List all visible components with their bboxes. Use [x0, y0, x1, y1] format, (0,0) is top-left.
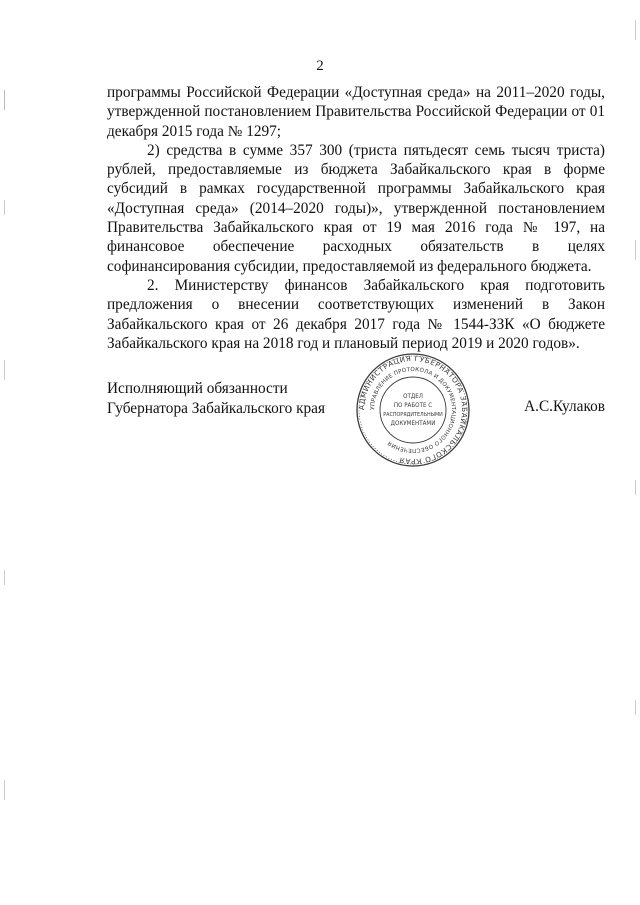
right-margin-scan-marks	[634, 0, 637, 905]
official-stamp	[355, 352, 471, 468]
stamp-inner-ring-text: УПРАВЛЕНИЕ ПРОТОКОЛА И ДОКУМЕНТАЦИОННОГО ОБЕСПЕЧЕНИЯ	[369, 366, 457, 454]
stamp-center-line: РАСПОРЯДИТЕЛЬНЫМИ	[383, 412, 443, 418]
stamp-center-text	[383, 393, 443, 427]
stamp-inner-border	[380, 377, 446, 443]
stamp-ring-text: АДМИНИСТРАЦИЯ ГУБЕРНАТОРА ЗАБАЙКАЛЬСКОГО КРАЯ	[356, 353, 470, 467]
stamp-center-line: ПО РАБОТЕ С	[393, 402, 433, 409]
paragraph-funds: 2) средства в сумме 357 300 (триста пятьдесят семь тысяч триста) рублей, предоставляемые из бюджета Забайкальского края в форме субсидий в рамках государственной программы Забайкальского края «Доступная среда» (2014–2020 годы)», утвержденной постановлением Правительства Забайкальского края от 19 мая 2016 года № 197, на финансовое обеспечение расходных обязательств в целях софинансирования субсидии, предоставляемой из федерального бюджета.	[107, 141, 605, 275]
paragraph-ministry-instruction: 2. Министерству финансов Забайкальского края подготовить предложения о внесении соответствующих изменений в Закон Забайкальского края от 26 декабря 2017 года № 1544-ЗЗК «О бюджете Забайкальского края на 2018 год и плановый период 2019 и 2020 годов».	[107, 276, 605, 352]
page-number: 2	[316, 58, 324, 74]
stamp-center-line: ДОКУМЕНТАМИ	[390, 420, 436, 427]
stamp-center-line: ОТДЕЛ	[403, 393, 423, 400]
document-body	[107, 83, 605, 353]
signer-name: А.С.Кулаков	[524, 398, 605, 415]
left-margin-scan-marks	[3, 0, 6, 905]
signer-position-line-1: Исполняющий обязанности	[107, 380, 288, 397]
paragraph-continuation: программы Российской Федерации «Доступная среда» на 2011–2020 годы, утвержденной постановлением Правительства Российской Федерации от 01 декабря 2015 года № 1297;	[107, 84, 605, 140]
signer-position	[107, 379, 325, 418]
signer-position-line-2: Губернатора Забайкальского края	[107, 399, 326, 417]
